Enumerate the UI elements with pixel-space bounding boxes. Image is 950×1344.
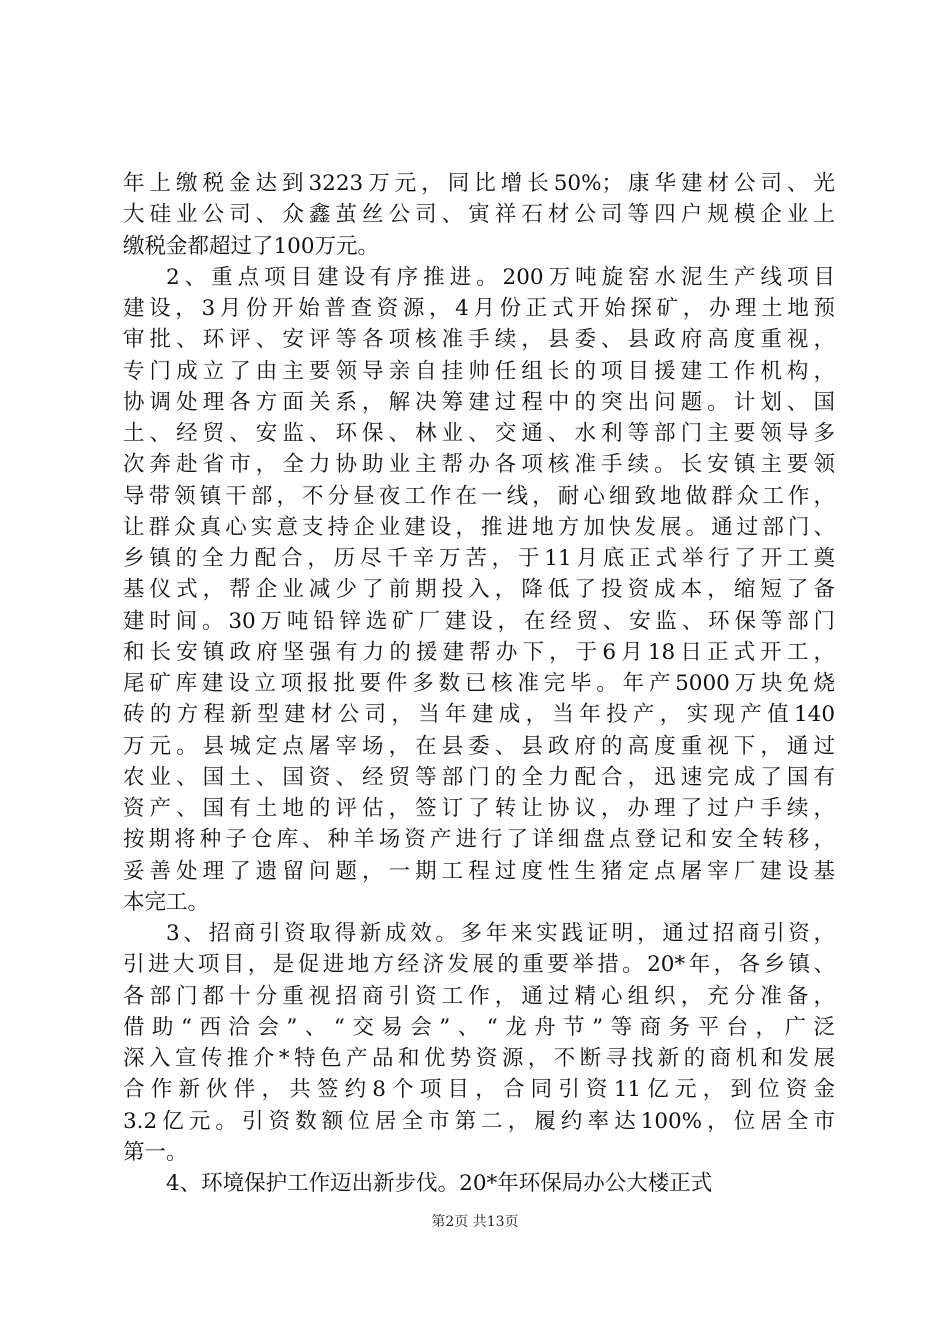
text-line: 年上缴税金达到3223万元，同比增长50%；康华建材公司、光: [123, 171, 835, 196]
paragraph-3-heading-line: 3、招商引资取得新成效。多年来实践证明，通过招商引资，: [166, 921, 835, 946]
text-line: 建设，3月份开始普查资源，4月份正式开始探矿，办理土地预: [123, 296, 835, 321]
document-body: [123, 168, 835, 1199]
text-line: 妥善处理了遗留问题，一期工程过度性生猪定点屠宰厂建设基: [123, 858, 835, 884]
paragraph-4-heading-line: 4、环境保护工作迈出新步伐。20*年环保局办公大楼正式: [166, 1171, 713, 1196]
text-line: 专门成立了由主要领导亲自挂帅任组长的项目援建工作机构，: [123, 358, 835, 384]
text-line: 资产、国有土地的评估，签订了转让协议，办理了过户手续，: [123, 796, 835, 821]
text-line: 协调处理各方面关系，解决筹建过程中的突出问题。计划、国: [123, 389, 835, 415]
text-line: 借助“西洽会”、“交易会”、“龙舟节”等商务平台，广泛: [123, 1014, 835, 1040]
text-line: 引进大项目，是促进地方经济发展的重要举措。20*年，各乡镇、: [123, 952, 835, 978]
text-line: 建时间。30万吨铅锌选矿厂建设，在经贸、安监、环保等部门: [123, 608, 835, 634]
text-line: 万元。县城定点屠宰场，在县委、县政府的高度重视下，通过: [123, 733, 835, 759]
text-line: 基仪式，帮企业减少了前期投入，降低了投资成本，缩短了备: [123, 577, 835, 603]
text-line: 合作新伙伴，共签约8个项目，合同引资11亿元，到位资金: [123, 1077, 835, 1103]
text-line: 本完工。: [123, 889, 210, 915]
text-line: 各部门都十分重视招商引资工作，通过精心组织，充分准备，: [123, 983, 835, 1009]
text-line: 乡镇的全力配合，历尽千辛万苦，于11月底正式举行了开工奠: [123, 546, 835, 571]
text-line: 深入宣传推介*特色产品和优势资源，不断寻找新的商机和发展: [123, 1046, 835, 1071]
text-line: 第一。: [123, 1139, 188, 1165]
text-line: 尾矿库建设立项报批要件多数已核准完毕。年产5000万块免烧: [123, 671, 835, 696]
text-line: 土、经贸、安监、环保、林业、交通、水利等部门主要领导多: [123, 421, 835, 446]
text-line: 审批、环评、安评等各项核准手续，县委、县政府高度重视，: [123, 327, 835, 353]
text-line: 导带领镇干部，不分昼夜工作在一线，耐心细致地做群众工作，: [123, 483, 835, 509]
text-line: 砖的方程新型建材公司，当年建成，当年投产，实现产值140: [123, 702, 835, 728]
page-footer: 第2页 共13页: [431, 1214, 519, 1230]
paragraph-2-heading-line: 2、重点项目建设有序推进。200万吨旋窑水泥生产线项目: [166, 264, 835, 290]
text-line: 缴税金都超过了100万元。: [123, 233, 380, 259]
text-line: 农业、国土、国资、经贸等部门的全力配合，迅速完成了国有: [123, 764, 835, 790]
text-line: 次奔赴省市，全力协助业主帮办各项核准手续。长安镇主要领: [123, 452, 835, 478]
text-line: 3.2亿元。引资数额位居全市第二，履约率达100%，位居全市: [123, 1108, 835, 1134]
text-line: 让群众真心实意支持企业建设，推进地方加快发展。通过部门、: [123, 514, 835, 540]
text-line: 和长安镇政府坚强有力的援建帮办下，于6月18日正式开工，: [123, 639, 835, 665]
text-line: 按期将种子仓库、种羊场资产进行了详细盘点登记和安全转移，: [123, 827, 835, 853]
text-line: 大硅业公司、众鑫茧丝公司、寅祥石材公司等四户规模企业上: [123, 202, 835, 228]
